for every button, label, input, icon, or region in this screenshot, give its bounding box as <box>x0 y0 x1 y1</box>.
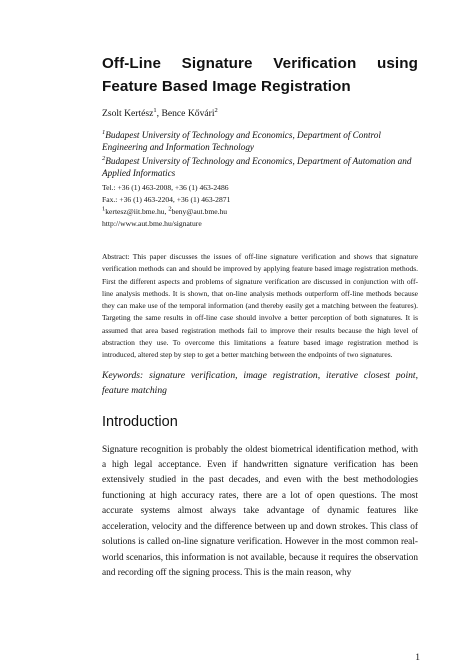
affiliation-text: Budapest University of Technology and Economics, Department of Control Engineering and Information Technology <box>102 130 381 152</box>
email-address-2[interactable]: beny@aut.bme.hu <box>171 207 228 216</box>
fax-line: Fax.: +36 (1) 463-2204, +36 (1) 463-2871 <box>102 195 231 204</box>
page-number: 1 <box>415 653 420 663</box>
author-name: Zsolt Kertész <box>102 108 154 119</box>
affiliation-1 <box>102 130 418 153</box>
affiliation-2 <box>102 156 418 179</box>
introduction-paragraph: Signature recognition is probably the oldest biometrical identification method, with a high legal acceptance. Even if handwritten signature verification has been extensively studied in the past decades, and even with the best methodologies functioning at high accuracy rates, there are a lot of open questions. The most accurate systems almost always take advantage of dynamic features like acceleration, velocity and the difference between up and down strokes. This class of solutions is called on-line signature verification. However in the most common real-world scenarios, this information is not available, because it requires the observation and recording off the signing process. This is the main reason, why <box>102 444 418 578</box>
author-line <box>102 107 418 120</box>
author-affiliation-mark: 1 <box>153 106 157 114</box>
affiliation-text: Budapest University of Technology and Economics, Department of Automation and Applied Informatics <box>102 156 412 178</box>
project-url[interactable]: http://www.aut.bme.hu/signature <box>102 219 202 228</box>
affiliation-mark: 2 <box>102 154 106 162</box>
email-mark: 1 <box>102 205 106 213</box>
paper-title: Off-Line Signature Verification using Feature Based Image Registration <box>102 55 418 95</box>
keywords-paragraph: Keywords: signature verification, image registration, iterative closest point, feature matching <box>102 369 418 396</box>
page-content <box>102 52 418 581</box>
author-affiliation-mark: 2 <box>214 106 218 114</box>
email-mark: 2 <box>168 205 172 213</box>
email-line <box>102 206 418 218</box>
email-address-1[interactable]: kertesz@iit.bme.hu, <box>105 207 169 216</box>
author-separator: , <box>156 108 162 119</box>
affiliation-mark: 1 <box>102 128 106 136</box>
author-name: Bence Kővári <box>161 108 215 119</box>
introduction-heading: Introduction <box>102 413 178 430</box>
telephone-line: Tel.: +36 (1) 463-2008, +36 (1) 463-2486 <box>102 183 229 192</box>
abstract-paragraph: Abstract: This paper discusses the issues of off-line signature verification and shows that signature verification methods can and should be improved by applying feature based image registration methods. First the different aspects and problems of signature verification are discussed in conjunction with off-line analysis methods. It is shown, that on-line analysis methods outperform off-line methods because they can make use of the temporal information (and thereby easily get a matching between the features). Targeting the same results in off-line case should involve a better perception of both signatures. It is assumed that area based registration methods fail to improve their results because the high level of abstraction they use. To overcome this limitations a feature based image registration method is introduced, altered step by step to get a better matching between the endpoints of two signatures. <box>102 252 418 360</box>
